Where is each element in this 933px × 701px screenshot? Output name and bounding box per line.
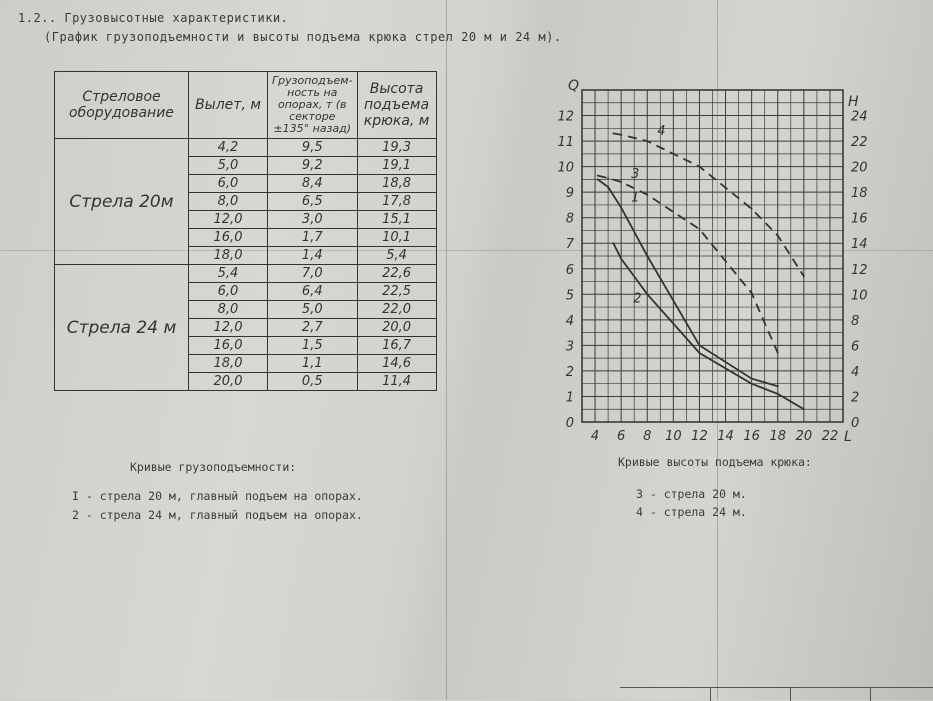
y-right-axis-label: H — [848, 94, 859, 110]
height-cell: 16,7 — [357, 337, 436, 355]
height-cell: 11,4 — [357, 373, 436, 391]
y-left-tick-label: 7 — [565, 237, 574, 253]
height-cell: 20,0 — [357, 319, 436, 337]
x-tick-label: 10 — [665, 429, 682, 444]
height-cell: 22,6 — [357, 265, 436, 283]
series-4-point — [620, 134, 622, 136]
series-2-point — [699, 352, 701, 354]
height-cell: 14,6 — [357, 355, 436, 373]
y-left-tick-label: 1 — [565, 390, 574, 406]
series-4-point — [612, 133, 614, 135]
reach-cell: 16,0 — [189, 229, 268, 247]
capacity-cell: 6,4 — [268, 283, 358, 301]
reach-cell: 18,0 — [189, 355, 268, 373]
reach-cell: 8,0 — [189, 193, 268, 211]
capacity-cell: 2,7 — [268, 319, 358, 337]
height-cell: 10,1 — [357, 229, 436, 247]
reach-cell: 20,0 — [189, 373, 268, 391]
y-left-tick-label: 3 — [565, 339, 574, 355]
legend-left-title: Кривые грузоподъемности: — [130, 460, 297, 474]
reach-cell: 8,0 — [189, 301, 268, 319]
y-left-tick-label: 9 — [565, 186, 574, 202]
legend-item-1: I - стрела 20 м, главный подъем на опорах. — [72, 489, 363, 503]
y-left-tick-label: 8 — [565, 211, 574, 227]
series-3-point — [699, 228, 701, 230]
reach-cell: 4,2 — [189, 139, 268, 157]
group-name-cell: Стрела 24 м — [55, 265, 189, 391]
y-right-tick-label: 12 — [851, 262, 868, 278]
height-cell: 19,1 — [357, 157, 436, 175]
y-right-tick-label: 20 — [851, 160, 868, 176]
series-2-point — [803, 408, 805, 410]
x-tick-label: 14 — [717, 429, 734, 444]
y-left-tick-label: 6 — [565, 262, 574, 278]
capacity-cell: 3,0 — [268, 211, 358, 229]
series-3-point — [597, 175, 599, 177]
y-left-tick-label: 4 — [565, 313, 574, 329]
series-3-point — [751, 292, 753, 294]
capacity-cell: 9,2 — [268, 157, 358, 175]
group-name-cell: Стрела 20м — [55, 139, 189, 265]
col-header-height: Высота подъема крюка, м — [357, 72, 436, 139]
y-right-tick-label: 22 — [851, 135, 868, 151]
series-1-point — [751, 378, 753, 380]
series-1-point — [646, 255, 648, 257]
series-1-point — [620, 207, 622, 209]
section-title: 1.2.. Грузовысотные характеристики. — [18, 11, 289, 25]
series-label-4: 4 — [657, 124, 666, 140]
y-right-tick-label: 24 — [851, 109, 868, 125]
y-right-tick-label: 14 — [851, 237, 868, 253]
series-label-3: 3 — [631, 166, 640, 182]
x-tick-label: 16 — [743, 429, 760, 444]
series-1-point — [699, 344, 701, 346]
series-4-point — [803, 276, 805, 278]
reach-cell: 5,0 — [189, 157, 268, 175]
capacity-cell: 9,5 — [268, 139, 358, 157]
y-left-tick-label: 12 — [557, 109, 574, 125]
series-3-point — [620, 181, 622, 183]
x-axis-label: L — [844, 429, 852, 445]
y-left-tick-label: 10 — [557, 160, 574, 176]
series-3-point — [607, 177, 609, 179]
series-label-1: 1 — [631, 190, 640, 206]
capacity-cell: 1,1 — [268, 355, 358, 373]
capacity-cell: 6,5 — [268, 193, 358, 211]
series-2-point — [777, 393, 779, 395]
x-tick-label: 18 — [769, 429, 787, 444]
y-left-tick-label: 11 — [557, 135, 574, 151]
y-left-tick-label: 0 — [565, 416, 574, 431]
col-header-equipment: Стреловое оборудование — [55, 72, 189, 139]
x-tick-label: 20 — [795, 429, 813, 444]
series-4-point — [777, 235, 779, 237]
y-left-tick-label: 5 — [565, 288, 574, 304]
section-subtitle: (График грузоподъемности и высоты подъема крюка стрел 20 м и 24 м). — [44, 30, 562, 44]
y-right-tick-label: 18 — [851, 186, 868, 202]
capacity-cell: 5,0 — [268, 301, 358, 319]
y-right-tick-label: 6 — [851, 339, 860, 355]
chart-grid — [582, 90, 843, 422]
reach-cell: 12,0 — [189, 319, 268, 337]
height-cell: 22,5 — [357, 283, 436, 301]
reach-cell: 18,0 — [189, 247, 268, 265]
reach-cell: 6,0 — [189, 283, 268, 301]
col-header-capacity: Грузоподъем- ность на опорах, т (в секторе ±135° назад) — [268, 72, 358, 139]
reach-cell: 6,0 — [189, 175, 268, 193]
series-1-point — [607, 186, 609, 188]
y-right-tick-label: 2 — [851, 390, 860, 406]
series-line-2 — [613, 243, 804, 409]
y-left-tick-label: 2 — [565, 364, 574, 380]
title-block-edge — [620, 687, 933, 701]
legend-item-4: 4 - стрела 24 м. — [636, 505, 747, 519]
capacity-cell: 1,5 — [268, 337, 358, 355]
reach-cell: 12,0 — [189, 211, 268, 229]
series-3-point — [646, 194, 648, 196]
capacity-cell: 1,7 — [268, 229, 358, 247]
y-right-tick-label: 8 — [851, 313, 860, 329]
series-1-point — [597, 178, 599, 180]
x-tick-label: 6 — [617, 429, 626, 444]
series-3-point — [777, 352, 779, 354]
series-label-2: 2 — [633, 291, 642, 307]
series-4-point — [751, 208, 753, 210]
series-1-point — [777, 385, 779, 387]
y-right-tick-label: 0 — [851, 416, 860, 431]
series-2-point — [612, 242, 614, 244]
height-cell: 5,4 — [357, 247, 436, 265]
reach-cell: 16,0 — [189, 337, 268, 355]
reach-cell: 5,4 — [189, 265, 268, 283]
series-2-point — [620, 258, 622, 260]
series-4-point — [699, 166, 701, 168]
series-2-point — [751, 383, 753, 385]
capacity-cell: 7,0 — [268, 265, 358, 283]
col-header-reach: Вылет, м — [189, 72, 268, 139]
height-cell: 22,0 — [357, 301, 436, 319]
capacity-cell: 0,5 — [268, 373, 358, 391]
y-right-tick-label: 16 — [851, 211, 868, 227]
series-line-1 — [598, 179, 778, 386]
height-cell: 17,8 — [357, 193, 436, 211]
legend-right-title: Кривые высоты подъема крюка: — [618, 455, 812, 469]
x-tick-label: 12 — [691, 429, 708, 444]
x-tick-label: 22 — [821, 429, 839, 444]
x-tick-label: 4 — [590, 429, 600, 444]
legend-item-3: 3 - стрела 20 м. — [636, 487, 747, 501]
height-cell: 18,8 — [357, 175, 436, 193]
x-tick-label: 8 — [643, 429, 652, 444]
legend-item-2: 2 - стрела 24 м, главный подъем на опорах. — [72, 508, 363, 522]
y-right-tick-label: 10 — [851, 288, 868, 304]
series-2-point — [646, 293, 648, 295]
height-cell: 19,3 — [357, 139, 436, 157]
capacity-cell: 8,4 — [268, 175, 358, 193]
height-cell: 15,1 — [357, 211, 436, 229]
capacity-cell: 1,4 — [268, 247, 358, 265]
y-right-tick-label: 4 — [851, 364, 860, 380]
series-4-point — [646, 140, 648, 142]
y-left-axis-label: Q — [568, 78, 580, 94]
